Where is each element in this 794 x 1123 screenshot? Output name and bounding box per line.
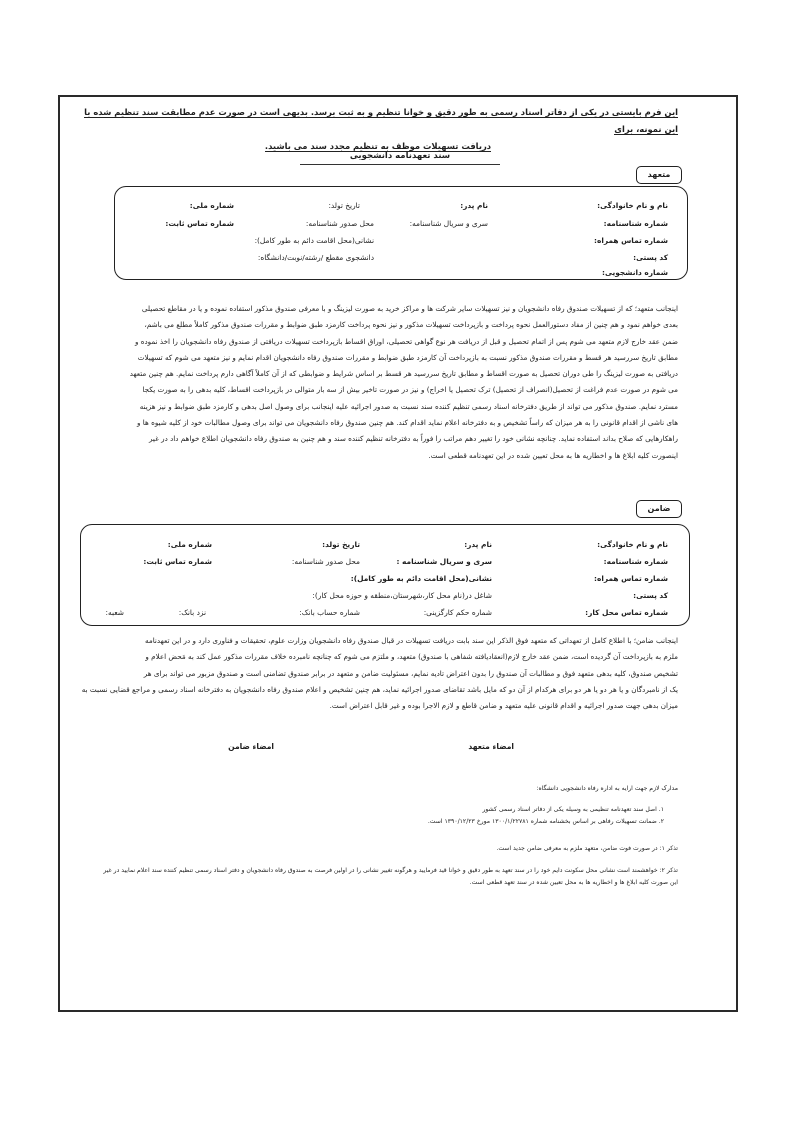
debtor-tag: متعهد	[636, 166, 682, 184]
guarantor-branch-field: شعبه:	[105, 608, 124, 617]
debtor-phone-fixed-field: شماره تماس ثابت:	[165, 219, 234, 228]
debtor-birth-field: تاریخ تولد:	[328, 201, 360, 210]
guarantor-text-line: میزان بدهی جهت صدور اجرائیه و اقدام قانونی علیه متعهد و ضامن قاطع و لازم الاجرا بوده و غیر قابل اعتراض است.	[329, 701, 678, 711]
debtor-student-no-field: شماره دانشجویی:	[602, 268, 668, 277]
footnotes	[80, 783, 678, 889]
guarantor-postal-field: کد پستی:	[633, 591, 668, 600]
guarantor-serial-field: سری و سریال شناسنامه :	[396, 557, 492, 566]
footnote-note-2-cont: این صورت کلیه ابلاغ ها و اخطاریه ها به محل تعیین شده در سند تعهد قطعی است.	[469, 879, 678, 886]
guarantor-tag: ضامن	[636, 500, 682, 518]
guarantor-phone-fixed-field: شماره تماس ثابت:	[143, 557, 212, 566]
guarantor-text-line: ملزم به بازپرداخت آن گردیده است، ضمن عقد خارج لازم(انعقادیافته شفاهی با صندوق) متعهد، و ملتزم می شوم که چنانچه نامبرده خلاف مقررات مذکور عمل کند به مَحض اعلام و	[145, 652, 678, 662]
footnote-item-1: ۱. اصل سند تعهدنامه تنظیمی به وسیله یکی از دفاتر اسناد رسمی کشور	[482, 806, 664, 813]
debtor-mobile-field: شماره تماس همراه:	[594, 236, 668, 245]
guarantor-name-field: نام و نام خانوادگی:	[597, 540, 668, 549]
guarantor-signature-label: امضاء ضامن	[228, 742, 274, 751]
guarantor-text-line: اینجانب ضامن؛ با اطلاع کامل از تعهداتی که متعهد فوق الذکر این سند بابت دریافت تسهیلات در قبال صندوق رفاه دانشجویان وزارت علوم، تحقیقات و فناوری دارد و در این تعهدنامه	[145, 636, 678, 645]
guarantor-account-field: شماره حساب بانک:	[299, 608, 360, 617]
debtor-text-line: راهکارهایی که صلاح بداند استفاده نماید. چنانچه نشانی خود را تغییر دهم مراتب را فوراً به دفترخانه تنظیم کننده سند و هم چنین به صندوق رفاه دانشجویان اطلاع خواهم داد در غیر	[148, 434, 678, 444]
document-title: سند تعهدنامه دانشجویی	[300, 151, 500, 165]
guarantor-job-field: شاغل در(نام محل کار،شهرستان،منطقه و حوزه محل کار):	[312, 591, 492, 600]
guarantor-birth-field: تاریخ تولد:	[322, 540, 360, 549]
notice-header	[78, 104, 678, 155]
guarantor-ruling-field: شماره حکم کارگزینی:	[423, 608, 492, 617]
debtor-serial-field: سری و سریال شناسنامه:	[409, 219, 488, 228]
debtor-text-line: دریافتی به صورت لیزینگ را طی دوران تحصیل به صورت اقساط و مطابق تاریخ سررسید هر قسط بر اساس شرایط و ضوابطی که از آن کاملاً آگاهی دارم پرداخت نمایم. هم چنین متعهد	[129, 369, 678, 379]
footnote-note-1: تذکر ۱: در صورت فوت ضامن، متعهد ملزم به معرفی ضامن جدید است.	[496, 845, 678, 852]
debtor-idno-field: شماره شناسنامه:	[603, 219, 668, 228]
debtor-text-line: مطابق تاریخ سررسید هر قسط و مقررات صندوق مذکور نسبت به بازپرداخت آن کارمزد طبق ضوابط و مقررات صندوق رفاه دانشجویان اقدام نمایم و نیز متعهد می شوم که تسهیلات	[137, 352, 678, 362]
guarantor-text-line: یک از نامبردگان و یا هر دو یا هر دو برای هرکدام از آن دو که مایل باشد تقاضای صدور اجرائیه نماید، هم چنین تشخیص و اعلام صندوق رفاه دانشجویان به دفترخانه اسناد رسمی و مراجع قضایی نسبت به	[81, 684, 678, 694]
notice-line-1: این فرم بایستی در یکی از دفاتر اسناد رسمی به طور دقیق و خوانا تنظیم و به ثبت برسد. بدیهی است در صورت عدم مطابقت سند تنظیم شده با این نمونه، برای	[84, 107, 678, 134]
debtor-postal-field: کد پستی:	[633, 253, 668, 262]
debtor-national-field: شماره ملی:	[189, 201, 234, 210]
debtor-text-line: های ناشی از اقدام قانونی را به هر میزان که راساً تشخیص و به دفترخانه اعلام نماید اقدام کند. هم چنین صندوق رفاه دانشجویان می تواند برای وصول مطالبات خود از کلیه شیوه ها و	[137, 418, 678, 428]
guarantor-work-phone-field: شماره تماس محل کار:	[585, 608, 668, 617]
debtor-text-line: اینصورت کلیه ابلاغ ها و اخطاریه ها به محل تعیین شده در این تعهدنامه قطعی است.	[428, 450, 678, 460]
guarantor-commitment-text	[80, 633, 678, 714]
debtor-signature-label: امضاء متعهد	[468, 742, 514, 751]
debtor-text-line: بعدی خواهم نمود و هم چنین از مفاد دستورالعمل نحوه پرداخت و بازپرداخت تسهیلات مذکور و نیز نحوه پرداخت کارمزد طبق ضوابط و مقررات صندوق مذکور کاملاً مطلع می باشم،	[144, 320, 678, 330]
debtor-address-field: نشانی(محل اقامت دائم به طور کامل):	[254, 236, 374, 245]
debtor-text-line: ضمن عقد خارج لازم متعهد می شوم پس از اتمام تحصیل و قبل از دریافت هر نوع گواهی تحصیلی، اوراق اقساط بازپرداخت تسهیلات دریافتی از صندوق رفاه دانشجویان را اخذ نموده و	[134, 336, 678, 346]
guarantor-issue-field: محل صدور شناسنامه:	[291, 557, 360, 566]
debtor-name-field: نام و نام خانوادگی:	[597, 201, 668, 210]
debtor-father-field: نام پدر:	[460, 201, 488, 210]
debtor-commitment-text	[80, 301, 678, 464]
guarantor-national-field: شماره ملی:	[167, 540, 212, 549]
guarantor-mobile-field: شماره تماس همراه:	[594, 574, 668, 583]
guarantor-address-field: نشانی(محل اقامت دائم به طور کامل):	[350, 574, 492, 583]
debtor-issue-field: محل صدور شناسنامه:	[305, 219, 374, 228]
notice-line-2: دریافت تسهیلات موظف به تنظیم مجدد سند می باشید.	[264, 141, 492, 151]
debtor-text-line: اینجانب متعهد؛ که از تسهیلات صندوق رفاه دانشجویان و نیز تسهیلات سایر شرکت ها و مراکز خرید به صورت لیزینگ و با معرفی صندوق مذکور استفاده نموده و یا در مقاطع تحصیلی	[141, 304, 678, 313]
guarantor-father-field: نام پدر:	[464, 540, 492, 549]
guarantor-idno-field: شماره شناسنامه:	[603, 557, 668, 566]
footnote-intro: مدارک لازم جهت ارایه به اداره رفاه دانشجویی دانشگاه:	[536, 785, 678, 792]
debtor-text-line: می شوم در صورت عدم فراغت از تحصیل(انصراف از تحصیل) ترک تحصیل یا اخراج) و نیز در صورت تاخیر بیش از سه بار متوالی در بازپرداخت اقساط، کلیه بدهی را به صورت یکجا	[142, 385, 678, 395]
footnote-note-2: تذکر ۲: خواهشمند است نشانی محل سکونت دایم خود را در سند تعهد به طور دقیق و خوانا قید فرمایید و هرگونه تغییر نشانی را در اولین فرصت به صندوق رفاه دانشجویان و دفتر اسناد رسمی تنظیم کننده سند اعلام نمایید در غیر	[103, 867, 678, 874]
debtor-text-line: مسترد نمایم. صندوق مذکور می تواند از طریق دفترخانه اسناد رسمی تنظیم کننده سند نسبت به صدور اجرائیه علیه اینجانب برای وصول اصل بدهی و کارمزد طبق ضوابط و نیز هزینه	[139, 401, 678, 411]
footnote-item-2: ۲. ضمانت تسهیلات رفاهی بر اساس بخشنامه شماره ۱۳۰۰/۱/۲۲۷۸۱ مورخ ۱۳۹۰/۱۲/۲۳ است.	[427, 818, 664, 825]
guarantor-bank-field: نزد بانک:	[178, 608, 206, 617]
guarantor-text-line: تشخیص صندوق، کلیه بدهی متعهد فوق و مطالبات آن صندوق را بدون اعتراض تادیه نمایم، مسئولیت ضامن و متعهد در برابر صندوق تضامنی است و صندوق مزبور می تواند برای هر	[143, 668, 678, 678]
debtor-student-field: دانشجوی مقطع /رشته/نوبت/دانشگاه:	[257, 253, 374, 262]
